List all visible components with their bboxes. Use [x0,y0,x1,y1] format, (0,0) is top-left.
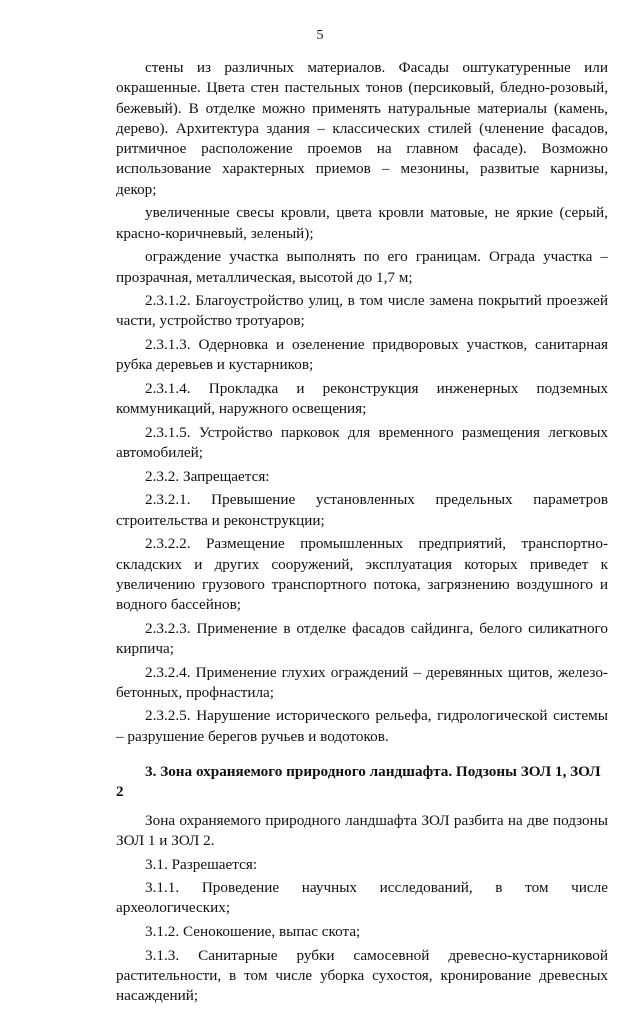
paragraph: 2.3.2.2. Размещение промышленных предприятий, транспортно-складских и других сооружений, эксплуатация которых приведет к увеличению грузового транспортного потока, загрязнению воздушного и водного бассейнов; [116,535,608,614]
paragraph: 2.3.2.1. Превышение установленных предельных параметров строительства и реконструкции; [116,491,608,529]
paragraph: 3.1.3. Санитарные рубки самосевной древесно-кустарниковой растительности, в том числе уборка сухостоя, кронирование древесных насаждений; [116,946,608,1005]
paragraph: 2.3.2.3. Применение в отделке фасадов сайдинга, белого силикатного кирпича; [116,619,608,657]
section-heading: 3. Зона охраняемого природного ландшафта. Подзоны ЗОЛ 1, ЗОЛ 2 [116,763,601,801]
paragraph: ограждение участка выполнять по его границам. Ограда участка – прозрачная, металлическая, высотой до 1,7 м; [116,248,608,286]
paragraph: 2.3.1.5. Устройство парковок для временного размещения легковых автомобилей; [116,423,608,462]
paragraph: 3.1. Разрешается: [145,855,258,873]
paragraph: 2.3.1.2. Благоустройство улиц, в том числе замена покрытий проезжей части, устройство тротуаров; [116,292,608,330]
paragraph: 2.3.2.4. Применение глухих ограждений – деревянных щитов, железо-бетонных, профнастила; [116,663,608,701]
paragraph: 2.3.2.5. Нарушение исторического рельефа, гидрологической системы – разрушение берегов ручьев и водотоков. [116,707,608,745]
paragraph: увеличенные свесы кровли, цвета кровли матовые, не яркие (серый, красно-коричневый, зеленый); [116,204,608,242]
document-body [116,58,608,1010]
paragraph: стены из различных материалов. Фасады оштукатуренные или окрашенные. Цвета стен пастельных тонов (персиковый, бледно-розовый, бежевый). В отделке можно применять натуральные материалы (камень, дерево). Архитектура здания – классических стилей (членение фасадов, ритмичное расположение проемов на главном фасаде). Возможно использование характерных приемов – мезонины, развитые карнизы, декор; [116,59,608,198]
page-number: 5 [316,28,324,43]
paragraph: 2.3.1.3. Одерновка и озеленение придворовых участков, санитарная рубка деревьев и кустарников; [116,336,608,374]
paragraph: 2.3.2. Запрещается: [145,467,270,485]
paragraph: Зона охраняемого природного ландшафта ЗОЛ разбита на две подзоны ЗОЛ 1 и ЗОЛ 2. [116,811,608,849]
paragraph: 3.1.1. Проведение научных исследований, в том числе археологических; [116,879,608,917]
paragraph: 2.3.1.4. Прокладка и реконструкция инженерных подземных коммуникаций, наружного освещения; [116,379,608,418]
paragraph: 3.1.2. Сенокошение, выпас скота; [145,923,361,941]
